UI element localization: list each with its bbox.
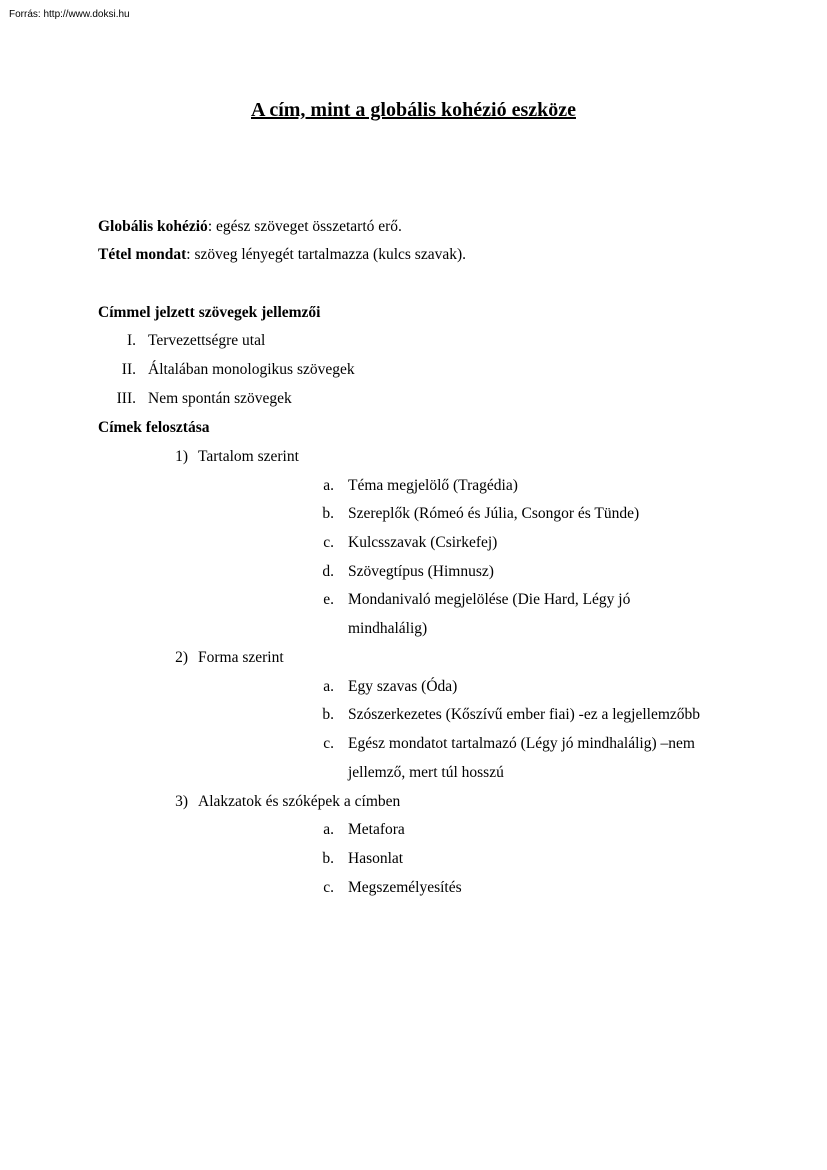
list-marker: III. bbox=[116, 390, 136, 407]
list-marker: I. bbox=[126, 332, 136, 349]
list-item-text: Téma megjelölő (Tragédia) bbox=[348, 477, 518, 494]
list-marker: b. bbox=[322, 505, 334, 522]
definition-global-cohesion bbox=[98, 217, 402, 237]
list-marker: b. bbox=[322, 706, 334, 723]
list-item-text: Egész mondatot tartalmazó (Légy jó mindhalálig) –nem bbox=[348, 735, 695, 752]
definition-text: : szöveg lényegét tartalmazza (kulcs szavak). bbox=[186, 246, 466, 263]
section-heading-titled-texts: Címmel jelzett szövegek jellemzői bbox=[98, 304, 321, 321]
list-marker: 1) bbox=[175, 448, 188, 465]
list-marker: c. bbox=[323, 879, 334, 896]
list-marker: a. bbox=[323, 678, 334, 695]
list-marker: b. bbox=[322, 850, 334, 867]
list-marker: a. bbox=[323, 821, 334, 838]
list-marker: II. bbox=[121, 361, 136, 378]
list-item-text: Szereplők (Rómeó és Júlia, Csongor és Tünde) bbox=[348, 505, 640, 522]
list-item-text: Szószerkezetes (Kőszívű ember fiai) -ez a legjellemzőbb bbox=[348, 706, 701, 723]
list-item-text: Forma szerint bbox=[198, 649, 284, 666]
list-item-text: Szövegtípus (Himnusz) bbox=[348, 563, 494, 580]
definition-term: Tétel mondat bbox=[98, 246, 187, 263]
list-marker: 3) bbox=[175, 793, 188, 810]
definition-text: : egész szöveget összetartó erő. bbox=[207, 218, 402, 235]
list-item-text-continued: mindhalálig) bbox=[348, 620, 428, 637]
list-item-text-continued: jellemző, mert túl hosszú bbox=[348, 764, 504, 781]
definition-topic-sentence bbox=[98, 245, 466, 265]
list-marker: 2) bbox=[175, 649, 188, 666]
list-item-text: Egy szavas (Óda) bbox=[348, 678, 458, 695]
list-item-text: Kulcsszavak (Csirkefej) bbox=[348, 534, 498, 551]
list-item-text: Tartalom szerint bbox=[198, 448, 299, 465]
source-note: Forrás: http://www.doksi.hu bbox=[9, 9, 130, 20]
page-title: A cím, mint a globális kohézió eszköze bbox=[251, 99, 576, 121]
list-item-text: Általában monologikus szövegek bbox=[148, 361, 355, 378]
definition-term: Globális kohézió bbox=[98, 218, 208, 235]
list-marker: c. bbox=[323, 735, 334, 752]
list-marker: e. bbox=[323, 591, 334, 608]
list-item-text: Megszemélyesítés bbox=[348, 879, 462, 896]
list-marker: d. bbox=[322, 563, 334, 580]
section-heading-title-division: Címek felosztása bbox=[98, 419, 210, 436]
list-item-text: Mondanivaló megjelölése (Die Hard, Légy jó bbox=[348, 591, 631, 608]
list-item-text: Nem spontán szövegek bbox=[148, 390, 292, 407]
list-item-text: Metafora bbox=[348, 821, 405, 838]
list-marker: c. bbox=[323, 534, 334, 551]
list-marker: a. bbox=[323, 477, 334, 494]
list-item-text: Tervezettségre utal bbox=[148, 332, 266, 349]
list-item-text: Alakzatok és szóképek a címben bbox=[198, 793, 401, 810]
list-item-text: Hasonlat bbox=[348, 850, 404, 867]
